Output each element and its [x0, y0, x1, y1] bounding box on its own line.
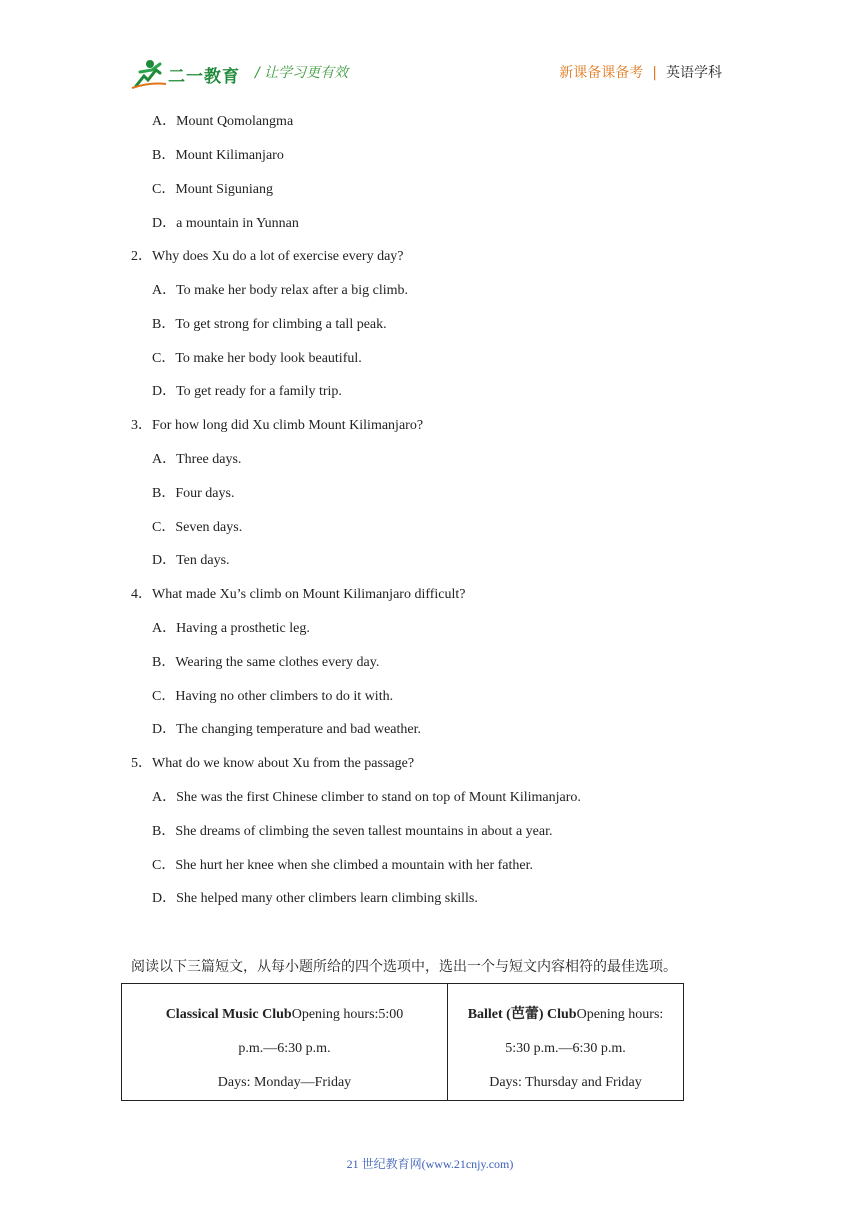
q5-option-d: D．She helped many other climbers learn climbing skills.	[152, 891, 478, 906]
q4-option-d: D．The changing temperature and bad weather.	[152, 722, 422, 737]
q3-option-d: D．Ten days.	[152, 553, 230, 568]
ballet-club-cell	[448, 984, 684, 1101]
club-name: Ballet (芭蕾) Club	[467, 1007, 577, 1022]
classical-music-club-cell	[122, 984, 448, 1101]
q2-option-b: B．To get strong for climbing a tall peak.	[152, 317, 387, 332]
header-course-label: 新课备课备考	[559, 65, 644, 81]
q4-option-a: A．Having a prosthetic leg.	[152, 621, 310, 636]
q3-option-c: C．Seven days.	[152, 520, 243, 535]
page-header	[0, 0, 860, 100]
header-separator: |	[652, 65, 657, 81]
club-hours: Opening hours:	[576, 1007, 664, 1022]
q5-option-b: B．She dreams of climbing the seven tallest mountains in about a year.	[152, 824, 553, 839]
question-5-stem: 5．What do we know about Xu from the passage?	[131, 756, 415, 771]
brand-slogan: / 让学习更有效	[255, 65, 349, 81]
club-hours-continued: p.m.—6:30 p.m.	[238, 1041, 331, 1056]
q3-option-a: A．Three days.	[152, 452, 242, 467]
club-name: Classical Music Club	[165, 1007, 292, 1022]
club-days: Days: Thursday and Friday	[489, 1075, 642, 1090]
q1-option-c: C．Mount Siguniang	[152, 182, 273, 197]
header-subject	[559, 62, 722, 82]
question-2-stem: 2．Why does Xu do a lot of exercise every day?	[131, 249, 404, 264]
q2-option-d: D．To get ready for a family trip.	[152, 384, 342, 399]
club-line-1	[454, 998, 677, 1032]
q5-option-a: A．She was the first Chinese climber to stand on top of Mount Kilimanjaro.	[152, 790, 581, 805]
question-4-stem: 4．What made Xu’s climb on Mount Kilimanjaro difficult?	[131, 587, 466, 602]
q2-option-a: A．To make her body relax after a big climb.	[152, 283, 408, 298]
q4-option-b: B．Wearing the same clothes every day.	[152, 655, 380, 670]
q4-option-c: C．Having no other climbers to do it with.	[152, 689, 394, 704]
club-hours-continued: 5:30 p.m.—6:30 p.m.	[505, 1041, 626, 1056]
q1-option-a: A．Mount Qomolangma	[152, 114, 294, 129]
clubs-table	[121, 983, 684, 1101]
club-hours: Opening hours:5:00	[291, 1007, 404, 1022]
club-line-1	[128, 998, 441, 1032]
q1-option-b: B．Mount Kilimanjaro	[152, 148, 284, 163]
reading-instruction: 阅读以下三篇短文，从每小题所给的四个选项中，选出一个与短文内容相符的最佳选项。	[131, 959, 677, 975]
club-days: Days: Monday—Friday	[217, 1075, 352, 1090]
q2-option-c: C．To make her body look beautiful.	[152, 351, 362, 366]
q1-option-d: D．a mountain in Yunnan	[152, 216, 299, 231]
page-footer: 21 世纪教育网(www.21cnjy.com)	[346, 1157, 514, 1171]
question-3-stem: 3．For how long did Xu climb Mount Kilimanjaro?	[131, 418, 424, 433]
header-subject-label: 英语学科	[666, 65, 722, 81]
q5-option-c: C．She hurt her knee when she climbed a mountain with her father.	[152, 858, 534, 873]
q3-option-b: B．Four days.	[152, 486, 235, 501]
brand-name: 二一教育	[168, 67, 240, 87]
